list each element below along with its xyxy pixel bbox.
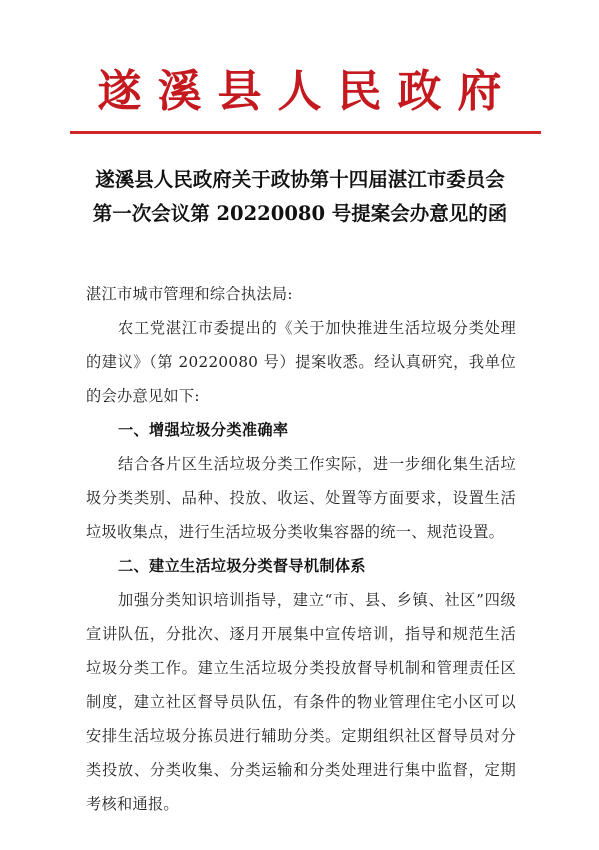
document-body	[86, 277, 516, 821]
section-heading-2: 二、建立生活垃圾分类督导机制体系	[118, 557, 366, 575]
red-header-rule	[70, 131, 541, 134]
intro-paragraph: 农工党湛江市委提出的《关于加快推进生活垃圾分类处理的建议》（第 20220080 号）提案收悉。经认真研究，我单位的会办意见如下:	[86, 319, 516, 405]
document-title	[60, 163, 540, 231]
section-text-1: 结合各片区生活垃圾分类工作实际，进一步细化集生活垃圾分类类别、品种、投放、收运、处置等方面要求，设置生活垃圾收集点，进行生活垃圾分类收集容器的统一、规范设置。	[86, 455, 516, 541]
issuer-header: 遂溪县人民政府	[97, 66, 518, 117]
section-heading-1: 一、增强垃圾分类准确率	[118, 421, 289, 439]
title-line-1: 遂溪县人民政府关于政协第十四届湛江市委员会	[95, 168, 505, 191]
section-text-2: 加强分类知识培训指导，建立“市、县、乡镇、社区”四级宣讲队伍，分批次、逐月开展集中宣传培训，指导和规范生活垃圾分类工作。建立生活垃圾分类投放督导机制和管理责任区制度，建立社区督导员队伍，有条件的物业管理住宅小区可以安排生活垃圾分拣员进行辅助分类。定期组织社区督导员对分类投放、分类收集、分类运输和分类处理进行集中监督，定期考核和通报。	[86, 591, 516, 813]
addressee: 湛江市城市管理和综合执法局:	[86, 285, 293, 303]
title-line-2: 第一次会议第 20220080 号提案会办意见的函	[92, 202, 508, 225]
